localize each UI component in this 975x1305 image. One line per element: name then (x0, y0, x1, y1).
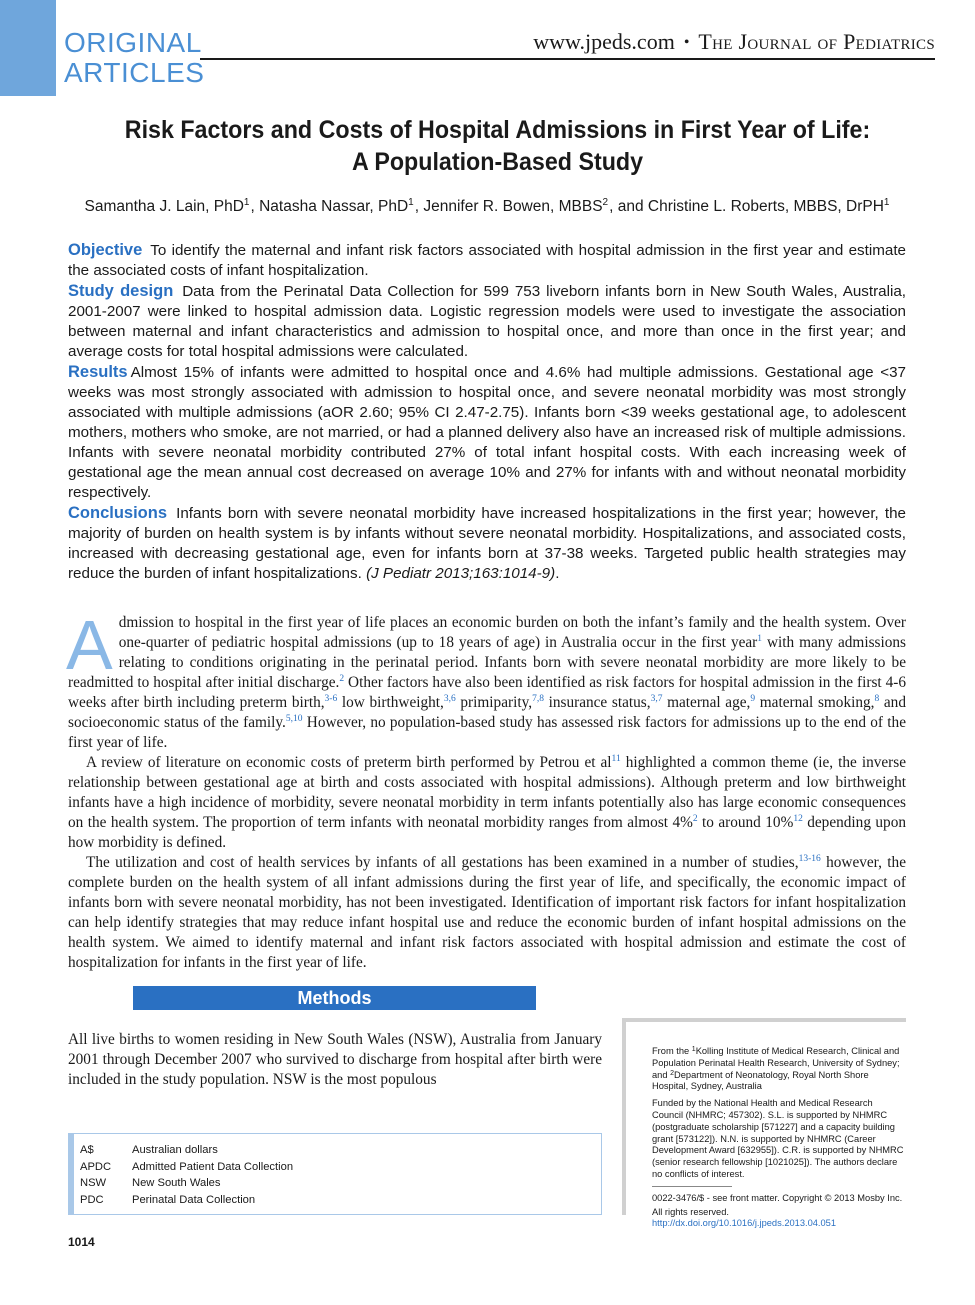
author-affiliation-mark: 1 (883, 197, 890, 208)
abbreviation: NSW (80, 1177, 107, 1190)
abstract-heading: Objective (68, 241, 143, 259)
text-run: however, the complete burden on the health system of all infant admissions during the first year of life, and specifically, the economic impact of infants born with severe neonatal morbidity, has not been investigated. Identification of important risk factors for infant hospitalization can help identify strategies that may reduce infant hospital use and reduce the economic burden of infant hospital admissions on the health system. We aimed to identify maternal and infant risk factors associated with hospital admission and estimate the cost of hospitalization for infants in the first year of life. (68, 854, 906, 971)
header-rule (200, 58, 935, 60)
abstract-heading: Results (68, 363, 128, 381)
text-run: with many admissions relating to conditions originating in the perinatal period. Infants born with severe neonatal morbidity are more likely to be readmitted to hospital after initial discharge. (68, 634, 906, 691)
abstract-text: Almost 15% of infants were admitted to hospital once and 4.6% had multiple admissions. Gestational age <37 weeks was most strongly associated with admission to hospital once, and severe neonatal morbidity was most strongly associated with multiple admissions (aOR 2.60; 95% CI 2.47-2.75). Infants born <39 weeks gestational age, to adolescent mothers, mothers who smoke, are not married, or had a planned delivery also have an increased risk of multiple admissions. Infants with severe neonatal morbidity contributed 27% of total infant hospital costs. With each increasing week of gestational age the mean annual cost decreased on average 10% and 27% for infants with and without neonatal morbidity respectively. (68, 364, 906, 501)
abstract-heading: Study design (68, 282, 174, 300)
text-run: to around 10% (697, 814, 794, 831)
abbreviation-definition: New South Wales (132, 1177, 221, 1190)
abbreviation-row (80, 1175, 601, 1192)
affiliations (652, 1046, 906, 1093)
abstract-heading: Conclusions (68, 504, 168, 522)
author-list (40, 197, 935, 216)
doi-link[interactable]: http://dx.doi.org/10.1016/j.jpeds.2013.04.051 (652, 1218, 837, 1229)
running-header (533, 29, 935, 55)
text-run: depending upon how morbidity is defined. (68, 814, 906, 851)
author-name: Jennifer R. Bowen, MBBS (423, 198, 603, 215)
reference-link[interactable]: 13-16 (798, 854, 821, 864)
author-separator: , and (609, 198, 648, 215)
abstract-results (68, 362, 906, 503)
author-affiliation-mark: 1 (408, 197, 414, 208)
abbreviation-row (80, 1159, 601, 1176)
abbreviation-row (80, 1192, 601, 1209)
reference-link[interactable]: 5,10 (285, 714, 303, 724)
copyright-line: 0022-3476/$ - see front matter. Copyright © 2013 Mosby Inc. (652, 1192, 903, 1203)
author-name: Christine L. Roberts, MBBS, DrPH (647, 198, 884, 215)
abbreviation-row (80, 1142, 601, 1159)
reference-link[interactable]: 3,6 (443, 694, 456, 704)
footnote-rule (652, 1186, 732, 1187)
reference-link[interactable]: 3,7 (650, 694, 663, 704)
abstract-conclusions (68, 503, 906, 584)
rights-line (652, 1207, 906, 1231)
article-title (91, 114, 905, 178)
text-run: All rights reserved. (652, 1206, 729, 1217)
header-separator: • (683, 34, 690, 51)
text-run: insurance status, (543, 694, 651, 711)
text-run: A review of literature on economic costs of preterm birth performed by Petrou et al (86, 754, 612, 771)
methods-paragraph: All live births to women residing in New South Wales (NSW), Australia from January 2001 through December 2007 who survived to discharge from hospital after birth were included in the study population. NSW is the most populous (68, 1031, 602, 1088)
abbreviation: A$ (80, 1144, 94, 1156)
text-run: maternal age, (662, 694, 751, 711)
reference-link[interactable]: 1 (757, 634, 763, 644)
text-run: primiparity, (455, 694, 533, 711)
abstract (68, 240, 906, 584)
affiliation-mark: 1 (691, 1046, 696, 1053)
abstract-objective (68, 240, 906, 281)
text-run: From the (652, 1046, 692, 1056)
author-separator: , (414, 198, 424, 215)
intro-paragraph-1 (66, 606, 906, 753)
intro-paragraph-2 (68, 753, 906, 853)
text-run: maternal smoking, (755, 694, 875, 711)
reference-link[interactable]: 2 (692, 814, 698, 824)
author-name: Natasha Nassar, PhD (259, 198, 409, 215)
citation-period: . (555, 565, 560, 582)
text-run: Other factors have also been identified as risk factors for hospital admission in the first 4-6 weeks after birth including preterm birth, (68, 674, 906, 711)
author-affiliation-mark: 1 (243, 197, 250, 208)
text-run: Kolling Institute of Medical Research, Clinical and Population Perinatal Health Research, University of Sydney; and (652, 1046, 900, 1080)
abbreviations-box (68, 1133, 602, 1215)
abstract-study-design (68, 281, 906, 362)
text-run: Department of Neonatology, Royal North Shore Hospital, Sydney, Australia (652, 1069, 869, 1092)
abbreviation: APDC (80, 1160, 112, 1173)
author-separator: , (250, 198, 260, 215)
reference-link[interactable]: 2 (339, 674, 345, 684)
methods-heading: Methods (133, 986, 536, 1010)
page-number: 1014 (68, 1235, 95, 1249)
abstract-text: To identify the maternal and infant risk factors associated with hospital admission in the first year and estimate the associated costs of infant hospitalization. (68, 242, 906, 279)
author-affiliation-mark: 2 (602, 197, 609, 208)
affiliations-footnote (622, 1018, 906, 1229)
reference-link[interactable]: 7,8 (532, 694, 544, 704)
text-run: and socioeconomic status of the family. (68, 694, 906, 731)
text-run: highlighted a common theme (ie, the inverse relationship between gestational age at birth and costs associated with hospital admissions). Although preterm and low birthweight infants have a high incidence of morbidity, severe neonatal morbidity in term infants potentially also has large economic consequences on the health system. The proportion of term infants with neonatal morbidity ranges from almost 4% (68, 754, 906, 831)
title-line1: Risk Factors and Costs of Hospital Admissions in First Year of Life: (124, 116, 871, 144)
reference-link[interactable]: 3-6 (324, 694, 338, 704)
text-run: However, no population-based study has assessed risk factors for admissions up to the end of the first year of life. (68, 714, 906, 751)
section-label-line2: ARTICLES (64, 57, 205, 88)
affiliation-mark: 2 (670, 1069, 675, 1077)
abstract-text: Infants born with severe neonatal morbidity have increased hospitalizations in the first year; however, the majority of burden on health system is by infants without severe neonatal morbidity. Hospitalizations, and associated costs, increased with decreasing gestational age, even for infants born at 37-38 weeks. Targeted public health strategies may reduce the burden of infant hospitalizations. (68, 505, 906, 582)
section-label-line1: ORIGINAL (64, 27, 202, 58)
abbreviation-definition: Admitted Patient Data Collection (132, 1160, 294, 1173)
section-tab (0, 0, 56, 96)
drop-cap: A (66, 606, 113, 684)
text-run: The utilization and cost of health services by infants of all gestations has been examined in a number of studies, (86, 854, 799, 871)
reference-link[interactable]: 9 (750, 694, 756, 704)
journal-website[interactable]: www.jpeds.com (533, 29, 675, 54)
journal-name: The Journal of Pediatrics (698, 29, 935, 54)
introduction (66, 606, 906, 973)
abstract-text: Data from the Perinatal Data Collection for 599 753 liveborn infants born in New South Wales, Australia, 2001-2007 were linked to hospital admission data. Logistic regression models were used to investigate the association between maternal and infant characteristics and admission to hospital once, and more than once in the first year; and average costs for total hospital admissions were calculated. (68, 283, 907, 360)
reference-link[interactable]: 11 (611, 754, 621, 764)
abbreviation: PDC (80, 1193, 104, 1206)
title-line2: A Population-Based Study (351, 148, 644, 176)
abbreviation-definition: Perinatal Data Collection (132, 1193, 256, 1206)
author-name: Samantha J. Lain, PhD (84, 198, 244, 215)
text-run: dmission to hospital in the first year of life places an economic burden on both the infant’s family and the health system. Over one-quarter of pediatric hospital admissions (up to 18 years of age) in Australia occur in the first year (118, 614, 906, 651)
intro-paragraph-3 (68, 853, 906, 973)
reference-link[interactable]: 8 (874, 694, 880, 704)
text-run: low birthweight, (337, 694, 444, 711)
reference-link[interactable]: 12 (793, 814, 803, 824)
funding-statement: Funded by the National Health and Medical Research Council (NHMRC; 457302). S.L. is supported by NHMRC (postgraduate scholarship [571227] and a capacity building grant [573122]). N.N. is supported by NHMRC (Career Development Award [632955]). C.R. is supported by NHMRC (senior research fellowship [1021025]). The authors declare no conflicts of interest. (652, 1098, 904, 1179)
section-label (64, 28, 204, 88)
abbreviation-definition: Australian dollars (132, 1144, 218, 1156)
citation: (J Pediatr 2013;163:1014-9) (366, 565, 556, 582)
